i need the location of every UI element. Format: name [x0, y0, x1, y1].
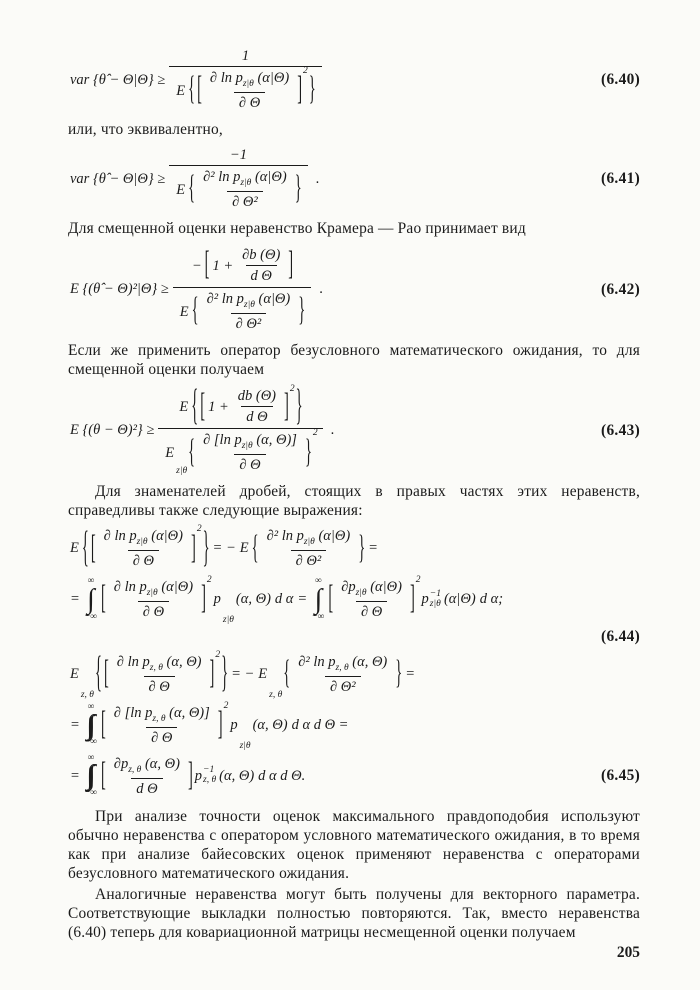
math-token: ∂ Θ — [138, 601, 169, 622]
math-token: (α|Θ) — [370, 579, 402, 596]
math-token: ] — [201, 580, 206, 618]
inverse-density — [422, 590, 441, 610]
math-token: (α, Θ) — [144, 755, 180, 772]
math-token: ∂ Θ — [234, 92, 265, 113]
math-token: z|θ — [239, 740, 251, 751]
double-integral — [85, 703, 97, 748]
math-token: ∂ ln p — [116, 654, 150, 671]
math-token: } — [304, 433, 312, 471]
biased-estimate-text: Для смещенной оценки неравенство Крамера — Рао принимает вид — [68, 220, 526, 238]
math-token: d α d Θ = — [291, 716, 349, 733]
math-token: [ — [100, 580, 106, 618]
math-token: 2 — [415, 575, 421, 586]
math-token: d Θ — [131, 778, 162, 799]
math-token: (α|Θ) — [254, 169, 287, 186]
math-token: E — [165, 444, 175, 461]
math-token: { — [283, 655, 291, 693]
math-token: z|θ — [241, 441, 253, 452]
equation-6-41 — [68, 145, 640, 213]
math-token: = — [297, 591, 308, 608]
math-token: (α, Θ) — [252, 716, 288, 733]
math-token: [ — [100, 706, 106, 744]
math-token: z|θ — [222, 615, 234, 626]
math-token: ∂p — [341, 579, 356, 596]
math-token: db (Θ) — [237, 388, 276, 405]
math-token: . — [319, 281, 323, 298]
equation-6-43 — [68, 382, 640, 477]
math-token: E — [239, 540, 249, 557]
equation-number: (6.44) — [601, 628, 640, 646]
math-token: { — [251, 529, 259, 567]
math-token: (α, Θ) — [235, 591, 271, 608]
math-token: z|θ — [242, 79, 254, 90]
fraction — [202, 289, 296, 334]
math-token: [ — [204, 246, 210, 284]
math-token: z|θ — [429, 598, 441, 609]
fraction — [336, 577, 407, 622]
math-token: ∂ Θ — [146, 727, 177, 748]
minus-infinity-limit: −∞ — [84, 788, 97, 799]
math-token: p — [194, 767, 203, 784]
fraction — [169, 145, 307, 213]
equation-lhs: var {θ̂ − Θ|Θ} ≥ — [70, 170, 166, 187]
integral-sign: ∫ — [314, 583, 323, 615]
math-token: ∂² ln p — [206, 291, 244, 308]
math-token: 2 — [215, 650, 221, 661]
math-token: −1 — [203, 765, 215, 776]
math-token: E — [258, 666, 268, 683]
fraction — [109, 703, 215, 748]
equation-6-44-line-1 — [68, 526, 640, 571]
fraction — [198, 167, 292, 212]
math-token: ∂ Θ² — [227, 191, 263, 212]
math-token: . — [315, 170, 320, 187]
equation-6-42 — [68, 244, 640, 335]
math-token: ] — [217, 706, 223, 744]
minus-infinity-limit: −∞ — [84, 737, 97, 748]
ml-analysis-paragraph: При анализе точности оценок максимального правдоподобия используют обычно неравенства с оператором условного математического ожидания, в то время как при анализе байесовских оценок применяют неравенства с операторами безусловного математического ожидания. — [68, 807, 640, 882]
fraction — [158, 382, 322, 477]
infinity-limit: ∞ — [87, 752, 95, 763]
equiv-text: или, что эквивалентно, — [68, 121, 223, 139]
math-token: } — [308, 71, 316, 109]
math-token: ∂b (Θ) — [242, 247, 281, 264]
math-token: ∂ ln p — [209, 70, 243, 87]
math-token: = — [70, 716, 80, 733]
infinity-limit: ∞ — [87, 702, 95, 713]
equation-lhs: E {(θ − Θ)²} ≥ — [70, 422, 155, 439]
math-token: (α, Θ) — [166, 654, 202, 671]
math-token: (α|Θ) — [257, 70, 290, 87]
math-token: z, θ — [149, 662, 163, 673]
math-token: ] — [297, 71, 303, 109]
fraction — [237, 245, 285, 286]
math-token: (α|Θ) — [161, 579, 194, 596]
math-token: (α|Θ) — [443, 591, 476, 608]
equation-6-45-line-2 — [68, 700, 640, 751]
math-token: } — [294, 170, 302, 208]
math-token: p — [421, 591, 429, 608]
math-token: [ — [90, 529, 96, 567]
math-token: [ — [328, 580, 334, 618]
fraction — [169, 46, 322, 114]
fraction-numerator: 1 — [241, 48, 250, 64]
math-token: (α, Θ) — [219, 767, 255, 784]
double-integral — [85, 754, 97, 799]
fraction — [205, 68, 294, 113]
math-token: (α|Θ) — [318, 528, 351, 545]
math-token: ∂ Θ — [144, 676, 175, 697]
fraction-denominator — [173, 287, 311, 335]
page-number: 205 — [616, 944, 640, 961]
math-token: = — [70, 767, 80, 784]
equation-6-40 — [68, 46, 640, 114]
fraction-denominator — [169, 165, 307, 213]
math-token: ∂ Θ — [234, 454, 265, 475]
math-token: (α, Θ)] — [256, 432, 297, 449]
fraction-numerator — [185, 244, 299, 287]
math-token: [ — [197, 71, 202, 109]
equation-number: (6.45) — [601, 767, 640, 785]
fraction — [99, 526, 188, 571]
equation-number: (6.43) — [601, 421, 640, 439]
math-token: { — [188, 71, 196, 109]
math-token: 2 — [223, 700, 229, 711]
math-token: 2 — [196, 524, 202, 535]
math-token: ] — [187, 757, 193, 795]
math-token: d α; — [479, 591, 504, 608]
integral — [312, 577, 324, 622]
math-token: } — [298, 292, 306, 330]
math-token: } — [221, 649, 229, 698]
math-token: ∂² ln p — [298, 654, 336, 671]
math-token: ∂ Θ² — [231, 313, 267, 334]
math-token: z|θ — [243, 300, 255, 311]
math-token: [ — [200, 387, 206, 425]
math-token: } — [202, 524, 210, 572]
math-token: { — [188, 170, 196, 208]
math-token: E — [179, 398, 189, 415]
math-token: z, θ — [269, 689, 283, 700]
math-token: p — [230, 716, 238, 733]
math-token: = − — [212, 540, 236, 557]
math-token: E — [70, 540, 79, 557]
fraction — [173, 244, 311, 335]
math-token: d α d Θ. — [258, 767, 306, 784]
minus-infinity-limit: −∞ — [84, 611, 97, 622]
denominators-text: Для знаменателей дробей, стоящих в правых частях этих неравенств, справедливы также следующие выражения: — [68, 483, 640, 520]
math-token: ] — [288, 246, 294, 284]
minus-infinity-limit: −∞ — [312, 611, 325, 622]
math-token: ∂ Θ — [356, 601, 387, 622]
math-token: ∂ Θ² — [325, 676, 361, 697]
equation-lhs: var {θ̂ − Θ|Θ} ≥ — [70, 71, 166, 88]
math-token: ∂² ln p — [203, 169, 241, 186]
math-token: z|θ — [355, 588, 367, 599]
math-token: E — [70, 666, 79, 683]
math-token: 1 + — [212, 257, 234, 274]
math-token: ] — [409, 580, 415, 618]
math-token: ∂ Θ — [128, 550, 159, 571]
math-token: z, θ — [152, 713, 166, 724]
math-token: ∂ [ln p — [203, 432, 242, 449]
math-token: d Θ — [246, 265, 277, 286]
math-token: ] — [284, 387, 289, 425]
equation-number: (6.42) — [601, 280, 640, 298]
integral-sign: ∫ — [87, 583, 95, 615]
math-token: ] — [190, 529, 196, 567]
math-token: z, θ — [335, 662, 349, 673]
math-token: − — [191, 257, 202, 274]
math-token: } — [295, 382, 303, 431]
fraction-numerator: −1 — [229, 147, 247, 164]
math-token: (α, Θ) — [352, 654, 388, 671]
math-token: { — [191, 292, 199, 330]
integral-sign: ∫∫ — [86, 709, 90, 741]
math-token: z|θ — [303, 537, 315, 548]
math-token: −1 — [429, 588, 441, 599]
math-token: ∂ ln p — [113, 579, 147, 596]
math-token: } — [395, 655, 403, 693]
fraction — [293, 652, 392, 697]
equation-number: (6.41) — [601, 170, 640, 188]
math-token: (α, Θ)] — [169, 704, 210, 721]
math-token: d α — [274, 591, 294, 608]
math-token: z, θ — [128, 764, 142, 775]
math-token: d Θ — [241, 406, 272, 427]
math-token: ∂ Θ² — [291, 550, 327, 571]
math-token: 1 + — [208, 398, 229, 415]
math-token: 2 — [303, 66, 308, 77]
unconditional-operator-text: Если же применить оператор безусловного математического ожидания, то для смещенной оценки получаем — [68, 342, 640, 379]
fraction — [112, 652, 207, 697]
math-token: E — [179, 303, 189, 320]
math-token: p — [213, 591, 221, 608]
fraction — [198, 430, 302, 475]
equation-6-45-line-1 — [68, 649, 640, 700]
math-token: z|θ — [240, 178, 252, 189]
math-token: = — [70, 591, 80, 608]
fraction-denominator — [169, 66, 322, 114]
math-token: } — [358, 529, 366, 567]
fraction — [109, 754, 185, 799]
math-token: z, θ — [203, 775, 217, 786]
infinity-limit: ∞ — [314, 576, 322, 587]
equation-number: (6.40) — [601, 71, 640, 88]
vector-parameter-paragraph: Аналогичные неравенства могут быть получены для векторного параметра. Соответствующие выкладки полностью повторяются. Так, вместо неравенства (6.40) теперь для ковариационной матрицы несмещенной оценки получаем — [68, 885, 640, 941]
math-token: . — [330, 422, 335, 439]
math-token: 2 — [206, 575, 212, 586]
math-token: (α|Θ) — [151, 528, 183, 545]
math-token: { — [94, 649, 102, 698]
math-token: z|θ — [176, 466, 188, 477]
math-token: = − — [231, 666, 255, 683]
math-token: = — [405, 666, 416, 683]
math-token: ∂² ln p — [266, 528, 304, 545]
math-token: z, θ — [80, 689, 94, 700]
math-token: z|θ — [146, 588, 158, 599]
math-token: E — [176, 181, 186, 198]
equation-6-45-line-3 — [68, 754, 640, 799]
math-token: E — [176, 82, 186, 99]
integral — [85, 577, 97, 622]
math-token: = — [368, 540, 378, 557]
math-token: ∂p — [113, 755, 129, 772]
math-token: 2 — [289, 384, 295, 395]
math-token: { — [188, 433, 196, 471]
inverse-density — [195, 766, 216, 786]
math-token: ] — [209, 655, 215, 693]
math-token: (α|Θ) — [258, 291, 291, 308]
equation-6-44-line-2 — [68, 575, 640, 626]
math-token: { — [81, 524, 89, 572]
math-token: ∂ [ln p — [113, 704, 153, 721]
fraction — [262, 526, 356, 571]
math-token: z|θ — [136, 537, 148, 548]
math-token: 2 — [312, 428, 318, 439]
math-token: [ — [100, 757, 106, 795]
integral-sign: ∫∫ — [86, 760, 90, 792]
infinity-limit: ∞ — [87, 576, 95, 587]
equation-lhs: E {(θ̂ − Θ)²|Θ} ≥ — [70, 281, 169, 298]
math-token: ∂ ln p — [103, 528, 137, 545]
fraction — [233, 386, 281, 427]
math-token: { — [191, 382, 199, 431]
fraction-denominator — [158, 428, 322, 476]
math-token: [ — [103, 655, 109, 693]
fraction-numerator — [172, 382, 308, 431]
fraction — [109, 577, 198, 622]
